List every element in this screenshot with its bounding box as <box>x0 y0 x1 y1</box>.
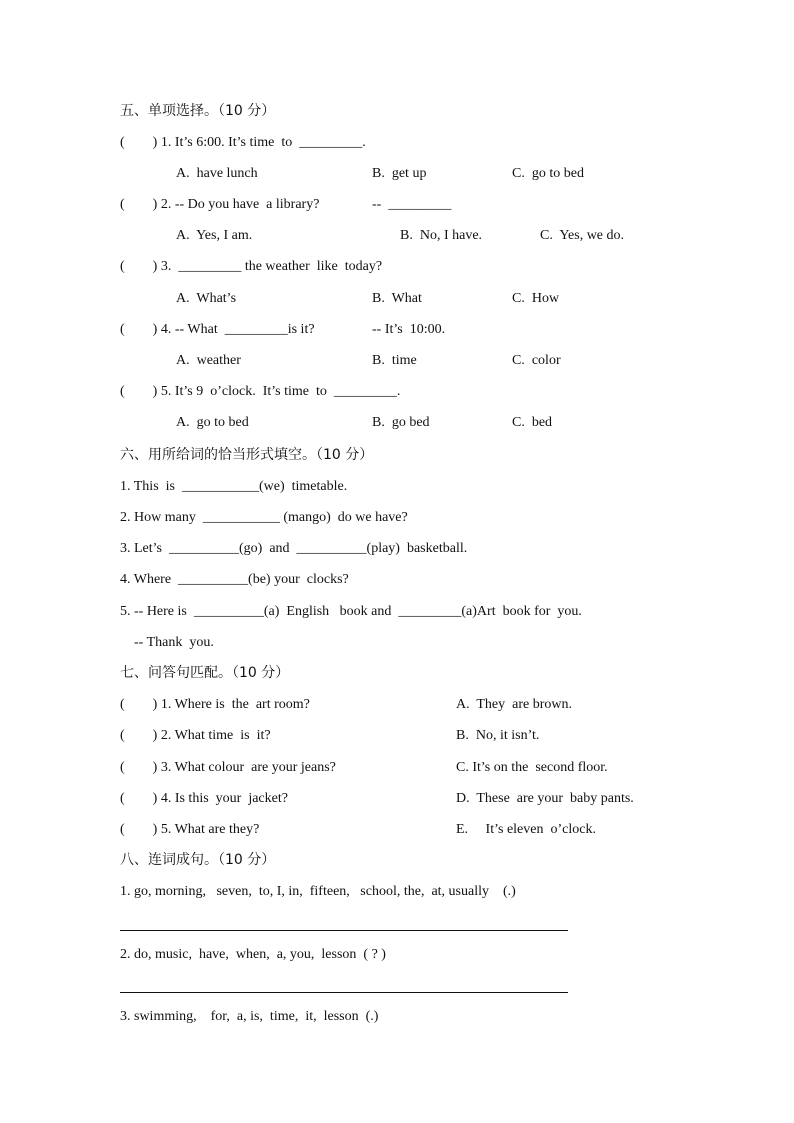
s5-q4-option-c: C. color <box>512 353 561 368</box>
s5-q2-stem: ( ) 2. -- Do you have a library? <box>120 197 320 212</box>
s5-q1-option-c: C. go to bed <box>512 166 584 181</box>
s5-q3-option-c: C. How <box>512 291 560 306</box>
s5-q2-option-a: A. Yes, I am. <box>176 228 253 243</box>
s5-q5-option-a: A. go to bed <box>176 415 249 430</box>
s5-q4-reply: -- It’s 10:00. <box>372 322 446 337</box>
s5-q2-reply: -- _________ <box>372 197 452 212</box>
s8-answer-line-1 <box>120 930 568 931</box>
s7-question-2: ( ) 2. What time is it? <box>120 728 271 743</box>
s5-q2-option-b: B. No, I have. <box>400 228 483 243</box>
s5-q5-option-c: C. bed <box>512 415 553 430</box>
s7-answer-c: C. It’s on the second floor. <box>456 760 608 775</box>
s5-q1-stem: ( ) 1. It’s 6:00. It’s time to _________. <box>120 135 366 150</box>
s7-question-3: ( ) 3. What colour are your jeans? <box>120 760 336 775</box>
s5-q1-option-b: B. get up <box>372 166 427 181</box>
s5-q3-stem: ( ) 3. _________ the weather like today? <box>120 259 383 274</box>
s5-q4-option-b: B. time <box>372 353 417 368</box>
s6-line-3: 3. Let’s __________(go) and __________(play) basketball. <box>120 541 468 556</box>
section-7-heading: 七、问答句匹配。（10 分） <box>120 665 290 681</box>
section-6-heading: 六、用所给词的恰当形式填空。（10 分） <box>120 447 374 463</box>
section-8-heading: 八、连词成句。（10 分） <box>120 852 276 868</box>
s7-answer-d: D. These are your baby pants. <box>456 791 634 806</box>
s6-line-2: 2. How many ___________ (mango) do we have? <box>120 510 408 525</box>
s5-q4-stem: ( ) 4. -- What _________is it? <box>120 322 315 337</box>
s6-line-4: 4. Where __________(be) your clocks? <box>120 572 349 587</box>
section-5-heading: 五、单项选择。（10 分） <box>120 103 276 119</box>
s5-q4-option-a: A. weather <box>176 353 241 368</box>
s7-question-4: ( ) 4. Is this your jacket? <box>120 791 288 806</box>
s7-question-1: ( ) 1. Where is the art room? <box>120 697 310 712</box>
s5-q1-option-a: A. have lunch <box>176 166 258 181</box>
s7-answer-b: B. No, it isn’t. <box>456 728 540 743</box>
s5-q5-stem: ( ) 5. It’s 9 o’clock. It’s time to _________. <box>120 384 401 399</box>
s6-line-5-reply: -- Thank you. <box>120 635 214 650</box>
s8-answer-line-2 <box>120 992 568 993</box>
s8-item-1: 1. go, morning, seven, to, I, in, fifteen, school, the, at, usually (.) <box>120 884 516 899</box>
s7-answer-a: A. They are brown. <box>456 697 572 712</box>
s7-question-5: ( ) 5. What are they? <box>120 822 260 837</box>
s7-answer-e: E. It’s eleven o’clock. <box>456 822 596 837</box>
s5-q5-option-b: B. go bed <box>372 415 430 430</box>
s6-line-1: 1. This is ___________(we) timetable. <box>120 479 348 494</box>
s6-line-5: 5. -- Here is __________(a) English book and _________(a)Art book for you. <box>120 604 582 619</box>
s5-q3-option-b: B. What <box>372 291 422 306</box>
s5-q2-option-c: C. Yes, we do. <box>540 228 625 243</box>
s5-q3-option-a: A. What’s <box>176 291 237 306</box>
s8-item-3: 3. swimming, for, a, is, time, it, lesson (.) <box>120 1009 379 1024</box>
s8-item-2: 2. do, music, have, when, a, you, lesson ( ? ) <box>120 947 386 962</box>
